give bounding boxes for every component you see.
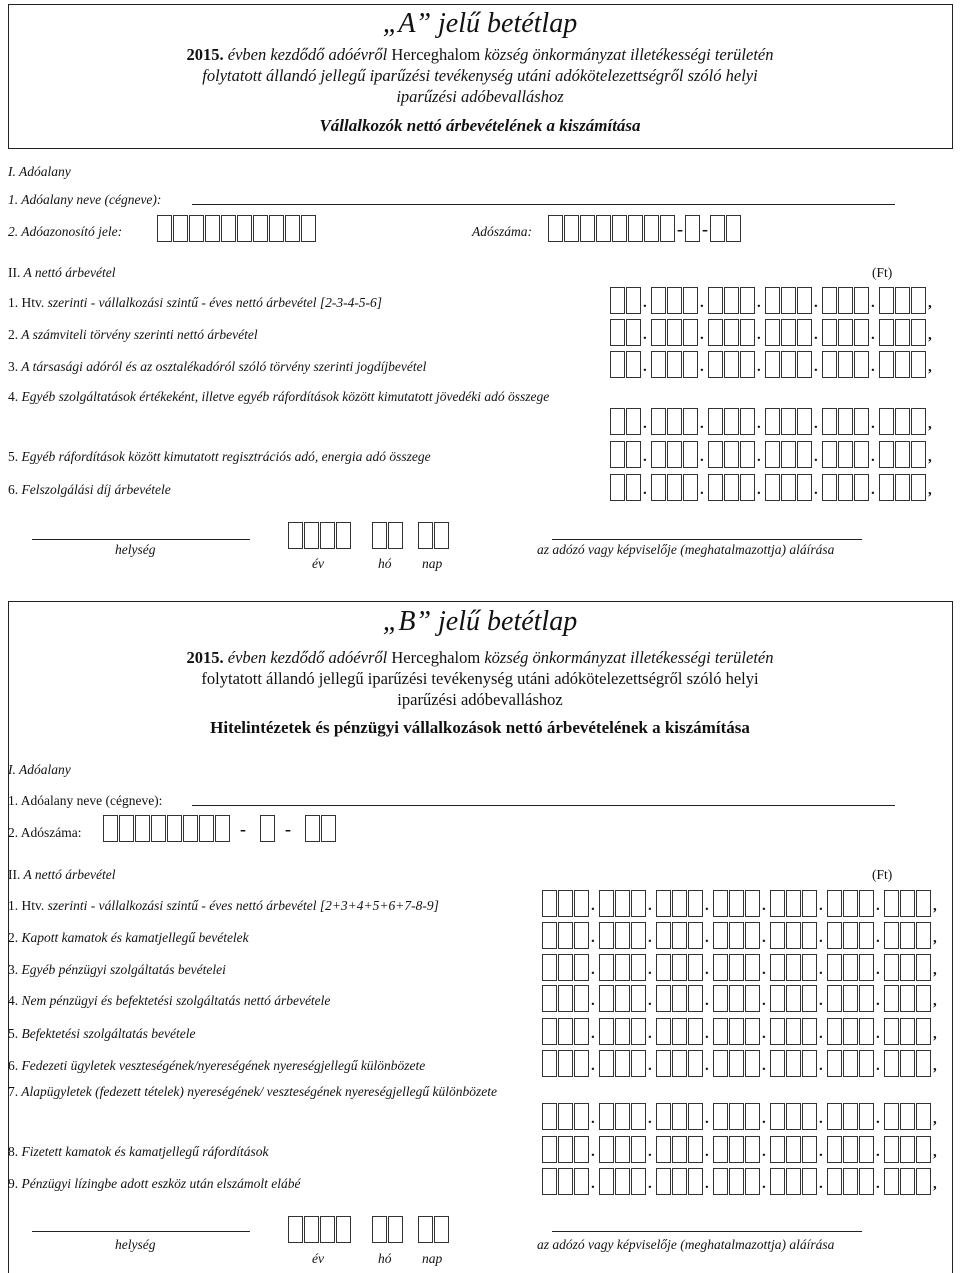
form-a-row-4-amount-cells[interactable]: . . . . . ,: [610, 408, 936, 435]
form-b-row-8-amount-cells[interactable]: . . . . . . ,: [542, 1136, 941, 1163]
form-b-row-7-label: 7. Alapügyletek (fedezett tételek) nyereségének/ veszteségének nyereségjellegű különbözete: [8, 1084, 498, 1099]
form-b-row-8-label: 8. Fizetett kamatok és kamatjellegű ráfordítások: [8, 1144, 269, 1159]
form-a-intro-line2: folytatott állandó jellegű iparűzési tevékenység utáni adókötelezettségről szóló helyi: [202, 66, 758, 85]
form-b-row-1-amount-cells[interactable]: . . . . . . ,: [542, 890, 941, 917]
form-a-row-1-label: 1. Htv. szerinti - vállalkozási szintű - éves nettó árbevétel [2-3-4-5-6]: [8, 295, 383, 310]
form-b-date-month-cells[interactable]: [372, 1216, 403, 1243]
form-a-row-6-amount-cells[interactable]: . . . . . ,: [610, 474, 936, 501]
form-a-row-5-amount-cells[interactable]: . . . . . ,: [610, 441, 936, 468]
form-b-signature-label: az adózó vagy képviselője (meghatalmazottja) aláírása: [537, 1237, 835, 1252]
form-b-intro-line3: iparűzési adóbevalláshoz: [397, 690, 563, 709]
form-a-row-5-label: 5. Egyéb ráfordítások között kimutatott regisztrációs adó, energia adó összege: [8, 449, 431, 464]
form-b-row-5-label: 5. Befektetési szolgáltatás bevétele: [8, 1026, 196, 1041]
form-a-name-field[interactable]: [192, 204, 895, 205]
form-b-row-9-amount-cells[interactable]: . . . . . . ,: [542, 1168, 941, 1195]
form-a-row-3-amount-cells[interactable]: . . . . . ,: [610, 351, 936, 378]
form-a-unit: (Ft): [872, 265, 893, 280]
form-a-signature-label: az adózó vagy képviselője (meghatalmazottja) aláírása: [537, 542, 835, 557]
form-a-row-1-amount-cells[interactable]: . . . . . ,: [610, 287, 936, 314]
form-a-row-6-label: 6. Felszolgálási díj árbevétele: [8, 482, 171, 497]
form-b-year-label: év: [312, 1251, 324, 1266]
form-a-intro-line3: iparűzési adóbevalláshoz: [396, 87, 564, 106]
form-b-day-label: nap: [422, 1251, 443, 1266]
form-a-place-label: helység: [115, 542, 156, 557]
form-b-name-label: 1. Adóalany neve (cégneve):: [8, 793, 163, 808]
form-b-taxnum-label: 2. Adószáma:: [8, 825, 82, 840]
form-b-section-adoalany: I. Adóalany: [8, 762, 71, 777]
form-a-section-netto: II. A nettó árbevétel: [8, 265, 116, 280]
form-a-month-label: hó: [378, 556, 392, 571]
form-b-month-label: hó: [378, 1251, 392, 1266]
form-b-title: „B” jelű betétlap: [382, 606, 578, 637]
form-b-row-4-amount-cells[interactable]: . . . . . . ,: [542, 985, 941, 1012]
form-b-row-2-amount-cells[interactable]: . . . . . . ,: [542, 922, 941, 949]
form-b-intro-line2: folytatott állandó jellegű iparűzési tevékenység utáni adókötelezettségről szóló helyi: [201, 669, 759, 688]
form-a-taxid-label: 2. Adóazonosító jele:: [8, 224, 123, 239]
form-b-row-1-label: 1. Htv. szerinti - vállalkozási szintű - éves nettó árbevétel [2+3+4+5+6+7-8-9]: [8, 898, 439, 913]
form-a-date-day-cells[interactable]: [418, 522, 449, 549]
form-a-day-label: nap: [422, 556, 443, 571]
form-a-date-year-cells[interactable]: [288, 522, 351, 549]
form-a-place-line: [32, 539, 250, 540]
form-a-section-adoalany: I. Adóalany: [8, 164, 71, 179]
form-a-title: „A” jelű betétlap: [382, 8, 578, 39]
form-a-row-4-label: 4. Egyéb szolgáltatások értékeként, illetve egyéb ráfordítások között kimutatott jövedéki adó összege: [8, 389, 550, 404]
form-b-date-year-cells[interactable]: [288, 1216, 351, 1243]
form-b-subtitle: Hitelintézetek és pénzügyi vállalkozások nettó árbevételének a kiszámítása: [210, 718, 750, 737]
form-b-taxnum-cells[interactable]: - -: [103, 815, 336, 842]
form-b-intro-line1: 2015. évben kezdődő adóévről Herceghalom község önkormányzat illetékességi területén: [186, 648, 774, 667]
form-a-year-label: év: [312, 556, 324, 571]
form-b-row-6-label: 6. Fedezeti ügyletek veszteségének/nyereségének nyereségjellegű különbözete: [8, 1058, 426, 1073]
form-a-intro-line1: 2015. évben kezdődő adóévről Herceghalom község önkormányzat illetékességi területén: [186, 45, 774, 64]
form-a-name-label: 1. Adóalany neve (cégneve):: [8, 192, 162, 207]
form-a-row-3-label: 3. A társasági adóról és az osztalékadóról szóló törvény szerinti jogdíjbevétel: [8, 359, 427, 374]
form-b-name-field[interactable]: [192, 805, 895, 806]
form-b-signature-line: [552, 1231, 862, 1232]
form-a-subtitle: Vállalkozók nettó árbevételének a kiszámítása: [319, 116, 641, 135]
form-b-row-2-label: 2. Kapott kamatok és kamatjellegű bevételek: [8, 930, 249, 945]
form-b-row-4-label: 4. Nem pénzügyi és befektetési szolgáltatás nettó árbevétele: [8, 993, 331, 1008]
form-b-row-3-label: 3. Egyéb pénzügyi szolgáltatás bevételei: [8, 962, 226, 977]
form-b-row-6-amount-cells[interactable]: . . . . . . ,: [542, 1050, 941, 1077]
form-a-taxid-cells[interactable]: [157, 215, 316, 242]
form-a-taxnum-cells[interactable]: - -: [548, 215, 741, 242]
form-b-row-3-amount-cells[interactable]: . . . . . . ,: [542, 954, 941, 981]
form-a-taxnum-label: Adószáma:: [472, 224, 532, 239]
form-b-section-netto: II. A nettó árbevétel: [8, 867, 116, 882]
form-a-row-2-label: 2. A számviteli törvény szerinti nettó árbevétel: [8, 327, 258, 342]
form-a-signature-line: [552, 539, 862, 540]
form-b-row-5-amount-cells[interactable]: . . . . . . ,: [542, 1018, 941, 1045]
form-b-place-line: [32, 1231, 250, 1232]
form-b-row-7-amount-cells[interactable]: . . . . . . ,: [542, 1103, 941, 1130]
form-b-place-label: helység: [115, 1237, 156, 1252]
form-b-unit: (Ft): [872, 867, 893, 882]
form-b-date-day-cells[interactable]: [418, 1216, 449, 1243]
form-a-date-month-cells[interactable]: [372, 522, 403, 549]
form-b-row-9-label: 9. Pénzügyi lízingbe adott eszköz után elszámolt elábé: [8, 1176, 301, 1191]
form-a-row-2-amount-cells[interactable]: . . . . . ,: [610, 319, 936, 346]
